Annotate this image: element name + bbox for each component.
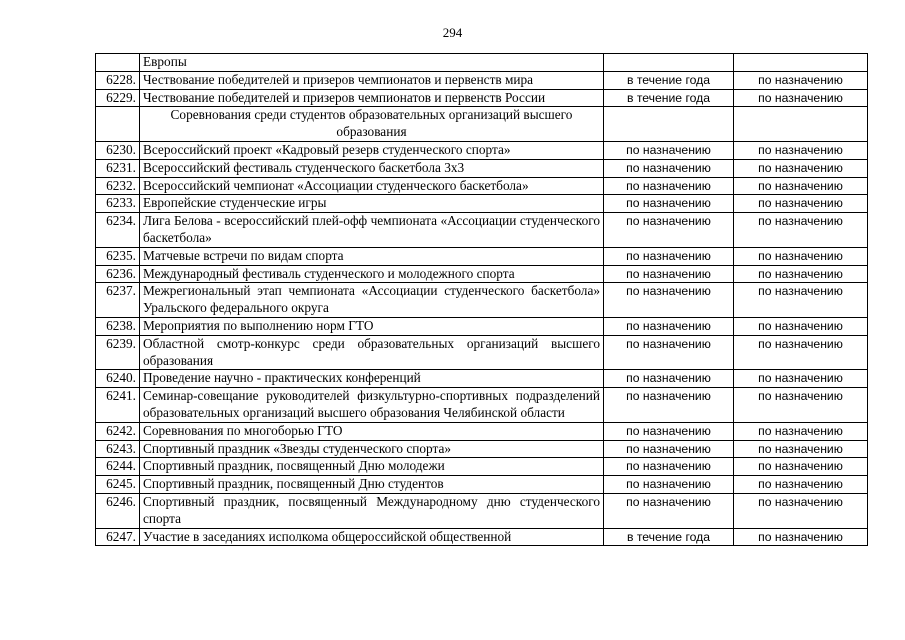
event-funding: по назначению — [734, 177, 868, 195]
row-number: 6247. — [96, 528, 140, 546]
event-date: в течение года — [604, 71, 734, 89]
event-funding — [734, 54, 868, 72]
table-row — [96, 283, 868, 318]
table-row — [96, 177, 868, 195]
event-name: Межрегиональный этап чемпионата «Ассоциации студенческого баскетбола» Уральского федерального округа — [140, 283, 604, 318]
event-date: по назначению — [604, 213, 734, 248]
event-date: по назначению — [604, 440, 734, 458]
table-row — [96, 54, 868, 72]
event-name: Всероссийский фестиваль студенческого баскетбола 3х3 — [140, 159, 604, 177]
page-number: 294 — [442, 25, 463, 40]
row-number: 6240. — [96, 370, 140, 388]
table-row — [96, 458, 868, 476]
table-row — [96, 317, 868, 335]
event-date: по назначению — [604, 317, 734, 335]
events-table-body — [96, 54, 868, 546]
row-number: 6241. — [96, 388, 140, 423]
row-number: 6235. — [96, 247, 140, 265]
event-name: Областной смотр-конкурс среди образовательных организаций высшего образования — [140, 335, 604, 370]
row-number: 6230. — [96, 141, 140, 159]
event-date: по назначению — [604, 388, 734, 423]
event-date: по назначению — [604, 265, 734, 283]
event-funding: по назначению — [734, 71, 868, 89]
event-funding: по назначению — [734, 422, 868, 440]
row-number: 6239. — [96, 335, 140, 370]
row-number: 6244. — [96, 458, 140, 476]
event-date: по назначению — [604, 335, 734, 370]
event-funding: по назначению — [734, 458, 868, 476]
table-row — [96, 388, 868, 423]
event-funding: по назначению — [734, 195, 868, 213]
row-number: 6243. — [96, 440, 140, 458]
table-row — [96, 213, 868, 248]
event-funding: по назначению — [734, 528, 868, 546]
event-name: Европейские студенческие игры — [140, 195, 604, 213]
event-date: по назначению — [604, 493, 734, 528]
event-funding: по назначению — [734, 265, 868, 283]
row-number: 6245. — [96, 476, 140, 494]
event-name: Спортивный праздник «Звезды студенческого спорта» — [140, 440, 604, 458]
row-number: 6246. — [96, 493, 140, 528]
table-row — [96, 370, 868, 388]
event-name: Лига Белова - всероссийский плей-офф чемпионата «Ассоциации студенческого баскетбола» — [140, 213, 604, 248]
row-number: 6234. — [96, 213, 140, 248]
event-date: по назначению — [604, 283, 734, 318]
table-row — [96, 71, 868, 89]
section-header-row — [96, 107, 868, 142]
event-funding: по назначению — [734, 440, 868, 458]
event-funding: по назначению — [734, 247, 868, 265]
table-row — [96, 528, 868, 546]
event-funding: по назначению — [734, 159, 868, 177]
event-name: Мероприятия по выполнению норм ГТО — [140, 317, 604, 335]
row-number: 6228. — [96, 71, 140, 89]
table-row — [96, 89, 868, 107]
row-number: 6238. — [96, 317, 140, 335]
event-funding: по назначению — [734, 335, 868, 370]
row-number: 6242. — [96, 422, 140, 440]
table-row — [96, 335, 868, 370]
event-name: Семинар-совещание руководителей физкультурно-спортивных подразделений образовательных организаций высшего образования Челябинской области — [140, 388, 604, 423]
events-table — [95, 53, 868, 546]
event-date: в течение года — [604, 528, 734, 546]
event-name: Всероссийский проект «Кадровый резерв студенческого спорта» — [140, 141, 604, 159]
event-funding: по назначению — [734, 476, 868, 494]
event-date: по назначению — [604, 370, 734, 388]
row-number: 6237. — [96, 283, 140, 318]
event-name: Спортивный праздник, посвященный Дню студентов — [140, 476, 604, 494]
row-number: 6231. — [96, 159, 140, 177]
event-name: Соревнования по многоборью ГТО — [140, 422, 604, 440]
event-name: Чествование победителей и призеров чемпионатов и первенств мира — [140, 71, 604, 89]
event-name: Европы — [140, 54, 604, 72]
row-number: 6232. — [96, 177, 140, 195]
event-name: Всероссийский чемпионат «Ассоциации студенческого баскетбола» — [140, 177, 604, 195]
row-number: 6229. — [96, 89, 140, 107]
event-funding: по назначению — [734, 493, 868, 528]
event-funding: по назначению — [734, 370, 868, 388]
event-date: по назначению — [604, 476, 734, 494]
table-row — [96, 493, 868, 528]
event-date: по назначению — [604, 177, 734, 195]
table-row — [96, 141, 868, 159]
event-name: Чествование победителей и призеров чемпионатов и первенств России — [140, 89, 604, 107]
event-date: по назначению — [604, 195, 734, 213]
table-row — [96, 476, 868, 494]
event-name: Проведение научно - практических конференций — [140, 370, 604, 388]
row-number: 6236. — [96, 265, 140, 283]
event-date: по назначению — [604, 458, 734, 476]
event-name: Матчевые встречи по видам спорта — [140, 247, 604, 265]
event-name: Международный фестиваль студенческого и молодежного спорта — [140, 265, 604, 283]
row-number — [96, 54, 140, 72]
row-number: 6233. — [96, 195, 140, 213]
table-row — [96, 159, 868, 177]
event-name: Спортивный праздник, посвященный Дню молодежи — [140, 458, 604, 476]
event-date — [604, 54, 734, 72]
event-funding: по назначению — [734, 388, 868, 423]
event-date: по назначению — [604, 422, 734, 440]
event-funding: по назначению — [734, 89, 868, 107]
row-number — [96, 107, 140, 142]
event-name: Участие в заседаниях исполкома общероссийской общественной — [140, 528, 604, 546]
event-date — [604, 107, 734, 142]
table-row — [96, 422, 868, 440]
event-date: в течение года — [604, 89, 734, 107]
event-date: по назначению — [604, 141, 734, 159]
event-funding: по назначению — [734, 317, 868, 335]
table-row — [96, 195, 868, 213]
event-funding — [734, 107, 868, 142]
event-date: по назначению — [604, 159, 734, 177]
table-row — [96, 265, 868, 283]
event-funding: по назначению — [734, 213, 868, 248]
event-name: Спортивный праздник, посвященный Международному дню студенческого спорта — [140, 493, 604, 528]
table-row — [96, 440, 868, 458]
event-date: по назначению — [604, 247, 734, 265]
section-title: Соревнования среди студентов образовательных организаций высшего образования — [140, 107, 604, 142]
event-funding: по назначению — [734, 141, 868, 159]
table-row — [96, 247, 868, 265]
event-funding: по назначению — [734, 283, 868, 318]
